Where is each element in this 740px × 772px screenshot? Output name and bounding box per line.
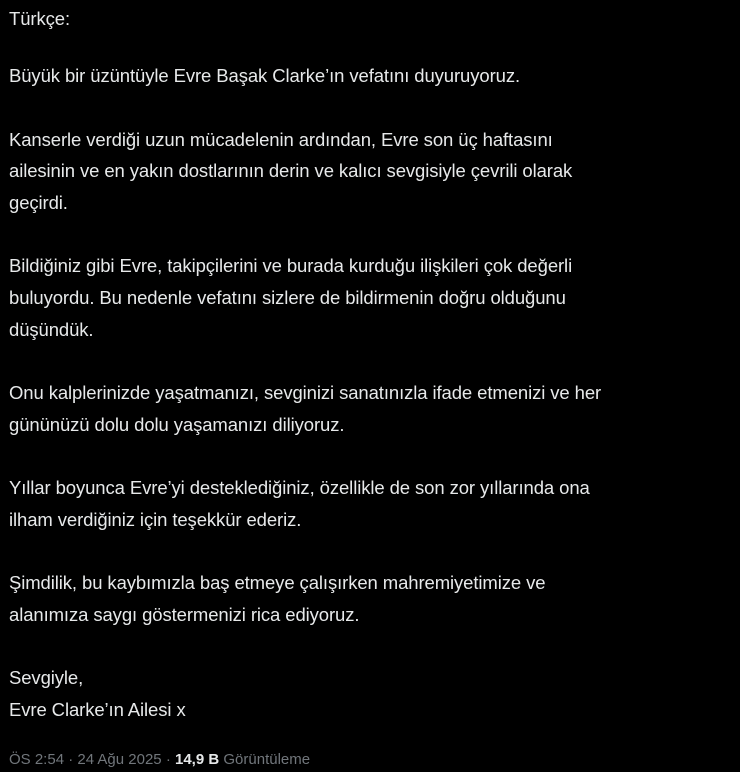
post-line: Onu kalplerinizde yaşatmanızı, sevginizi sanatınızla ifade etmenizi ve her [9,382,602,403]
post-line: gününüzü dolu dolu yaşamanızı diliyoruz. [9,414,345,435]
post-line: alanımıza saygı göstermenizi rica ediyoruz. [9,604,360,625]
post-line: Sevgiyle, [9,667,84,688]
post-line: ailesinin ve en yakın dostlarının derin ve kalıcı sevgisiyle çevrili olarak [9,160,573,181]
post-line: Büyük bir üzüntüyle Evre Başak Clarke’ın vefatını duyuruyoruz. [9,65,521,86]
meta-separator: · [68,751,74,768]
post-line: geçirdi. [9,192,68,213]
post-line: düşündük. [9,319,94,340]
views-count: 14,9 B [175,751,220,768]
meta-separator: · [165,751,171,768]
post-line: Şimdilik, bu kaybımızla baş etmeye çalışırken mahremiyetimize ve [9,572,546,593]
post-line: Türkçe: [9,8,70,29]
post-date-link[interactable]: 24 Ağu 2025 [77,751,162,768]
post-meta [9,748,310,772]
post-line: buluyordu. Bu nedenle vefatını sizlere de bildirmenin doğru olduğunu [9,287,566,308]
views-label: Görüntüleme [223,751,311,768]
post-line: Yıllar boyunca Evre’yi desteklediğiniz, özellikle de son zor yıllarında ona [9,477,590,498]
post-line: Kanserle verdiği uzun mücadelenin ardından, Evre son üç haftasını [9,129,553,150]
post-time-link[interactable]: ÖS 2:54 [9,751,65,768]
post-line: ilham verdiğiniz için teşekkür ederiz. [9,509,302,530]
post-line: Evre Clarke’ın Ailesi x [9,699,186,720]
post-line: Bildiğiniz gibi Evre, takipçilerini ve burada kurduğu ilişkileri çok değerli [9,255,573,276]
